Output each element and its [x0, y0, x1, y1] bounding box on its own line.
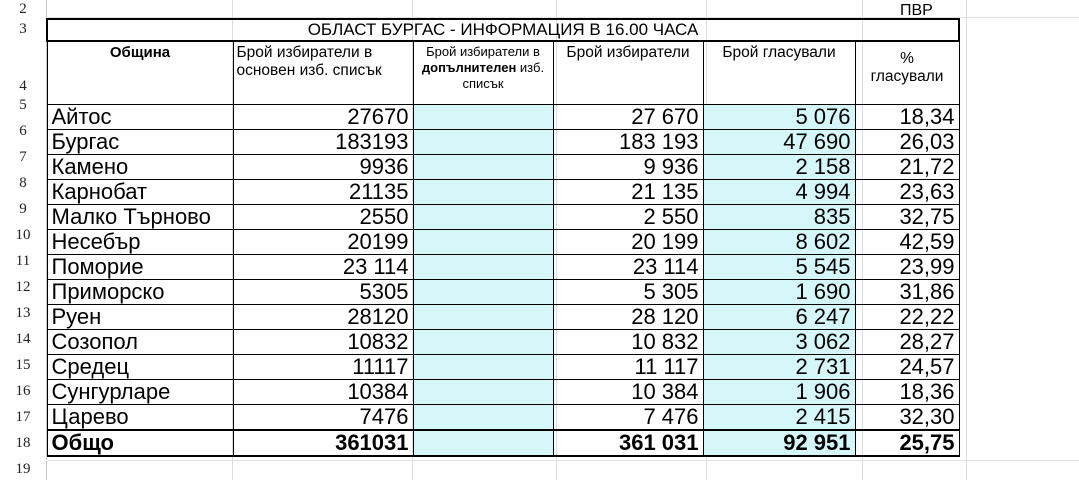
header-voters[interactable]: Брой избиратели	[553, 41, 703, 105]
total-percent[interactable]: 25,75	[855, 430, 959, 456]
cell-percent[interactable]: 18,34	[855, 105, 959, 130]
corner-label: ПВР	[900, 2, 933, 19]
cell-voters-main[interactable]: 21135	[233, 180, 413, 205]
row-number[interactable]: 3	[19, 21, 27, 37]
cell-municipality[interactable]: Бургас	[47, 130, 233, 155]
title-row	[47, 19, 959, 41]
header-voters-main[interactable]: Брой избиратели в основен изб. списък	[233, 41, 413, 105]
cell-voters-main[interactable]: 5305	[233, 280, 413, 305]
cell-municipality[interactable]: Руен	[47, 305, 233, 330]
table-title[interactable]: ОБЛАСТ БУРГАС - ИНФОРМАЦИЯ В 16.00 ЧАСА	[47, 19, 959, 41]
cell-municipality[interactable]: Средец	[47, 355, 233, 380]
cell-percent[interactable]: 24,57	[855, 355, 959, 380]
table-row	[47, 405, 959, 431]
cell-percent[interactable]: 22,22	[855, 305, 959, 330]
row-number[interactable]: 19	[15, 461, 31, 477]
cell-voted[interactable]: 3 062	[703, 330, 855, 355]
header-additional-bold: допълнителен	[421, 60, 517, 75]
cell-voters[interactable]: 2 550	[553, 205, 703, 230]
total-additional[interactable]	[413, 430, 553, 456]
row-number-gutter	[0, 0, 47, 480]
table-row	[47, 205, 959, 230]
cell-voted[interactable]: 835	[703, 205, 855, 230]
cell-municipality[interactable]: Царево	[47, 405, 233, 431]
row-number[interactable]: 18	[15, 435, 31, 451]
row-number[interactable]: 10	[15, 227, 31, 243]
cell-voters-additional[interactable]	[413, 105, 553, 130]
cell-municipality[interactable]: Поморие	[47, 255, 233, 280]
cell-voters[interactable]: 11 117	[553, 355, 703, 380]
cell-voters-main[interactable]: 23 114	[233, 255, 413, 280]
grid-line	[46, 460, 1079, 461]
row-number[interactable]: 2	[19, 1, 27, 17]
table-row	[47, 380, 959, 405]
cell-percent[interactable]: 23,99	[855, 255, 959, 280]
cell-voted[interactable]: 2 415	[703, 405, 855, 431]
table-row	[47, 130, 959, 155]
cell-voted[interactable]: 47 690	[703, 130, 855, 155]
results-table	[46, 18, 960, 457]
cell-voters-main[interactable]: 27670	[233, 105, 413, 130]
cell-percent[interactable]: 32,75	[855, 205, 959, 230]
cell-voters-main[interactable]: 7476	[233, 405, 413, 431]
header-municipality[interactable]: Община	[47, 41, 233, 105]
cell-voters-main[interactable]: 10832	[233, 330, 413, 355]
cell-voters[interactable]: 27 670	[553, 105, 703, 130]
total-name[interactable]: Общо	[47, 430, 233, 456]
header-additional-text-end: изб. списък	[462, 60, 545, 91]
total-voted[interactable]: 92 951	[703, 430, 855, 456]
cell-voted[interactable]: 1 906	[703, 380, 855, 405]
total-main[interactable]: 361031	[233, 430, 413, 456]
cell-voters[interactable]: 21 135	[553, 180, 703, 205]
total-voters[interactable]: 361 031	[553, 430, 703, 456]
cell-voters-additional[interactable]	[413, 155, 553, 180]
cell-municipality[interactable]: Карнобат	[47, 180, 233, 205]
table-row	[47, 255, 959, 280]
cell-percent[interactable]: 28,27	[855, 330, 959, 355]
cell-voters-additional[interactable]	[413, 130, 553, 155]
cell-municipality[interactable]: Малко Търново	[47, 205, 233, 230]
cell-municipality[interactable]: Камено	[47, 155, 233, 180]
table-row	[47, 355, 959, 380]
cell-voters-main[interactable]: 11117	[233, 355, 413, 380]
row-number[interactable]: 14	[15, 331, 31, 347]
row-number[interactable]: 11	[15, 253, 31, 269]
cell-municipality[interactable]: Айтос	[47, 105, 233, 130]
cell-voters[interactable]: 7 476	[553, 405, 703, 431]
cell-voted[interactable]: 6 247	[703, 305, 855, 330]
cell-voted[interactable]: 2 158	[703, 155, 855, 180]
cell-percent[interactable]: 18,36	[855, 380, 959, 405]
cell-voters[interactable]: 28 120	[553, 305, 703, 330]
cell-voters-additional[interactable]	[413, 380, 553, 405]
header-percent[interactable]	[855, 41, 959, 105]
row-number[interactable]: 16	[15, 383, 31, 399]
cell-percent[interactable]: 23,63	[855, 180, 959, 205]
row-number[interactable]: 4	[19, 78, 27, 94]
row-number[interactable]: 5	[19, 97, 27, 113]
cell-percent[interactable]: 31,86	[855, 280, 959, 305]
header-row	[47, 41, 959, 105]
cell-voters-main[interactable]: 9936	[233, 155, 413, 180]
cell-voters-main[interactable]: 10384	[233, 380, 413, 405]
table-row	[47, 105, 959, 130]
cell-voters-main[interactable]: 2550	[233, 205, 413, 230]
row-number[interactable]: 17	[15, 409, 31, 425]
percent-sign: %	[900, 50, 914, 67]
cell-voters-additional[interactable]	[413, 280, 553, 305]
cell-percent[interactable]: 26,03	[855, 130, 959, 155]
cell-municipality[interactable]: Сунгурларе	[47, 380, 233, 405]
cell-voters-main[interactable]: 28120	[233, 305, 413, 330]
row-number[interactable]: 8	[19, 175, 27, 191]
row-number[interactable]: 9	[19, 201, 27, 217]
cell-voted[interactable]: 4 994	[703, 180, 855, 205]
table-row	[47, 305, 959, 330]
cell-voters-additional[interactable]	[413, 255, 553, 280]
cell-voters[interactable]: 10 832	[553, 330, 703, 355]
row-number[interactable]: 6	[19, 123, 27, 139]
header-additional-text: Брой избиратели в	[426, 44, 540, 59]
table-row	[47, 330, 959, 355]
header-voted[interactable]: Брой гласували	[703, 41, 855, 105]
row-number[interactable]: 13	[15, 305, 31, 321]
cell-voters[interactable]: 20 199	[553, 230, 703, 255]
cell-voted[interactable]: 1 690	[703, 280, 855, 305]
table-row	[47, 230, 959, 255]
cell-voters-additional[interactable]	[413, 205, 553, 230]
cell-voters-additional[interactable]	[413, 405, 553, 431]
cell-voters-additional[interactable]	[413, 330, 553, 355]
cell-percent[interactable]: 32,30	[855, 405, 959, 431]
cell-municipality[interactable]: Созопол	[47, 330, 233, 355]
row-number[interactable]: 12	[15, 279, 31, 295]
cell-voters-main[interactable]: 20199	[233, 230, 413, 255]
cell-voted[interactable]: 2 731	[703, 355, 855, 380]
cell-voters-additional[interactable]	[413, 230, 553, 255]
total-row	[47, 430, 959, 456]
cell-voters[interactable]: 10 384	[553, 380, 703, 405]
cell-voters-additional[interactable]	[413, 180, 553, 205]
cell-voters-additional[interactable]	[413, 355, 553, 380]
table-row	[47, 280, 959, 305]
cell-percent[interactable]: 21,72	[855, 155, 959, 180]
cell-voters-additional[interactable]	[413, 305, 553, 330]
cell-voted[interactable]: 5 545	[703, 255, 855, 280]
cell-voters[interactable]: 23 114	[553, 255, 703, 280]
cell-voters[interactable]: 183 193	[553, 130, 703, 155]
cell-municipality[interactable]: Несебър	[47, 230, 233, 255]
cell-voters[interactable]: 9 936	[553, 155, 703, 180]
cell-voters-main[interactable]: 183193	[233, 130, 413, 155]
cell-voters[interactable]: 5 305	[553, 280, 703, 305]
header-voters-additional[interactable]	[413, 41, 553, 105]
cell-percent[interactable]: 42,59	[855, 230, 959, 255]
cell-voted[interactable]: 8 602	[703, 230, 855, 255]
percent-label: гласували	[870, 68, 944, 85]
cell-voted[interactable]: 5 076	[703, 105, 855, 130]
cell-municipality[interactable]: Приморско	[47, 280, 233, 305]
row-number[interactable]: 7	[19, 149, 27, 165]
row-number[interactable]: 15	[15, 357, 31, 373]
table-row	[47, 180, 959, 205]
table-row	[47, 155, 959, 180]
grid-line	[966, 0, 967, 480]
